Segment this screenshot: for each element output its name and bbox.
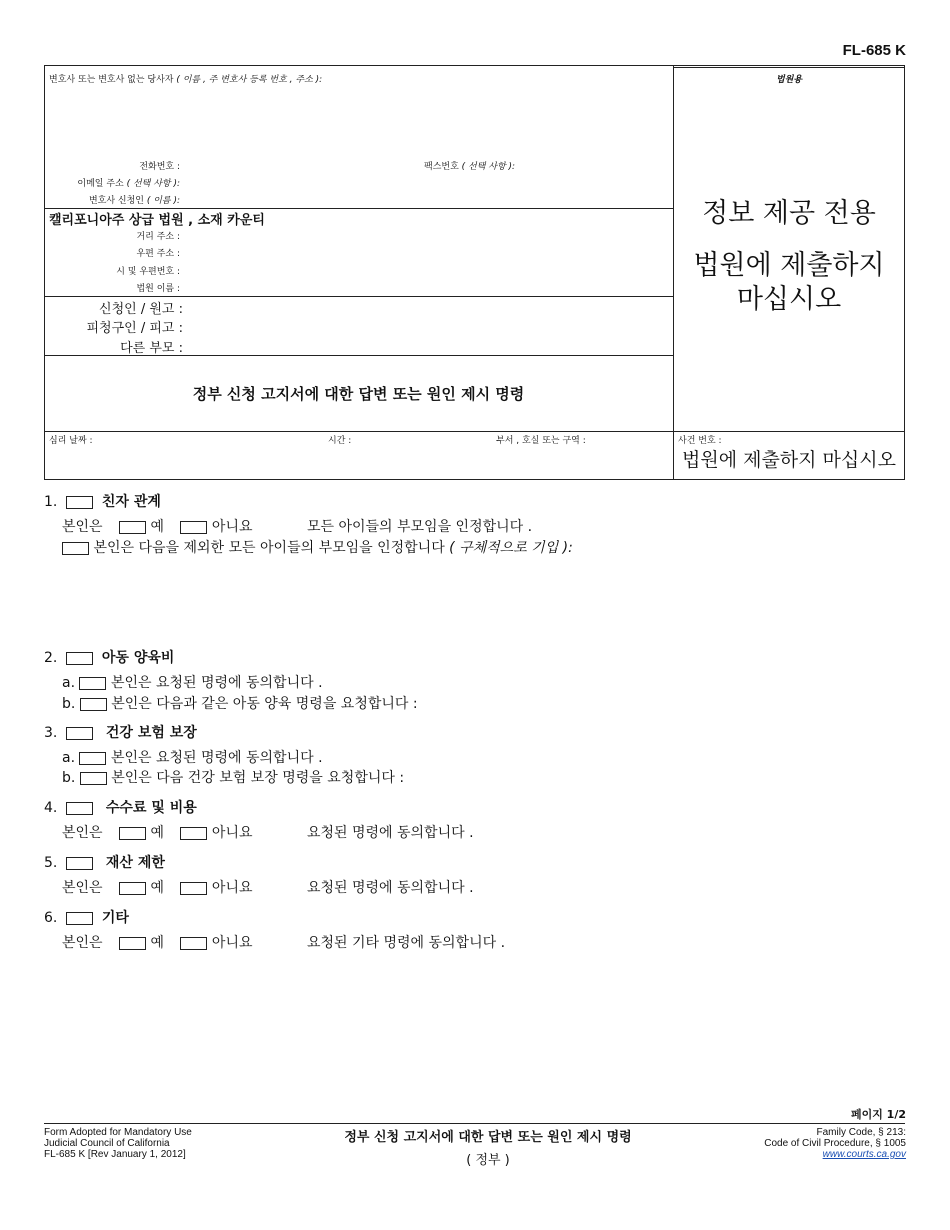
item-text: 본인은 다음 건강 보험 보장 명령을 요청합니다 : [111,770,405,786]
paternity-checkbox[interactable] [66,496,93,509]
item-letter: a. [62,675,76,691]
property-no-checkbox[interactable] [180,882,207,895]
section-title: 재산 제한 [105,855,165,871]
item-letter: b. [62,770,76,786]
section-other [44,907,129,927]
section-number: 4. [44,800,58,816]
footer-right-line1: Family Code, § 213: [816,1127,906,1138]
health-insurance-b [62,767,404,787]
no-label: 아니요 [211,880,253,896]
child-support-checkbox[interactable] [66,652,93,665]
item-text: 본인은 다음과 같은 아동 양육 명령을 요청합니다 : [111,696,418,712]
paternity-line2-text: 본인은 다음을 제외한 모든 아이들의 부모임을 인정합니다 [93,540,445,556]
court-title: 캘리포니아주 상급 법원 , 소재 카운티 [49,213,265,228]
case-number-label: 사건 번호 : [678,436,722,446]
dept-label: 부서 , 호실 또는 구역 : [496,436,586,446]
section-title: 아동 양육비 [101,650,175,666]
email-label-text: 이메일 주소 [77,179,124,189]
child-support-b [62,693,418,713]
branch-label: 법원 이름 : [136,284,180,294]
section-number: 6. [44,910,58,926]
no-label: 아니요 [211,519,253,535]
paternity-line1 [62,516,532,536]
form-title: 정부 신청 고지서에 대한 답변 또는 원인 제시 명령 [192,385,525,403]
health-insurance-a [62,747,323,767]
child-support-b-checkbox[interactable] [80,698,107,711]
health-insurance-a-checkbox[interactable] [79,752,106,765]
paternity-line2 [62,537,573,557]
paternity-line2-italic: ( 구체적으로 기입 ): [444,540,573,556]
section-fees-costs [44,797,197,817]
party-label [49,72,322,85]
property-yes-checkbox[interactable] [119,882,146,895]
paternity-no-checkbox[interactable] [180,521,207,534]
info-only-line3: 마십시오 [736,284,842,315]
section-title: 기타 [101,910,129,926]
footer-center [300,1126,676,1168]
footer-left-line2: Judicial Council of California [44,1138,170,1149]
section-title: 친자 관계 [101,494,161,510]
item-text: 본인은 요청된 명령에 동의합니다 . [110,675,323,691]
phone-label: 전화번호 : [139,162,180,172]
footer-left-line3: FL-685 K [Rev January 1, 2012] [44,1149,186,1160]
time-label: 시간 : [328,436,352,446]
section-number: 1. [44,494,58,510]
health-insurance-b-checkbox[interactable] [80,772,107,785]
info-only-line1: 정보 제공 전용 [702,198,876,229]
section-child-support [44,647,174,667]
item-text: 본인은 요청된 명령에 동의합니다 . [110,750,323,766]
fax-label-text: 팩스번호 [424,162,459,172]
section-number: 3. [44,725,58,741]
other-parent-label: 다른 부모 : [120,341,183,356]
property-restraint-checkbox[interactable] [66,857,93,870]
party-label-italic: ( 이름 , 주 변호사 등록 번호 , 주소 ): [173,75,323,85]
footer-rule [44,1123,905,1124]
health-insurance-checkbox[interactable] [66,727,93,740]
page-number: 페이지 1/2 [850,1108,906,1121]
footer-form-title: 정부 신청 고지서에 대한 답변 또는 원인 제시 명령 [344,1130,632,1145]
no-label: 아니요 [211,935,253,951]
section-number: 5. [44,855,58,871]
email-label-italic: ( 선택 사항 ): [123,179,180,189]
child-support-a [62,672,323,692]
fees-yes-checkbox[interactable] [119,827,146,840]
divider-parties [44,296,673,297]
email-label [44,176,180,189]
fax-label [424,159,515,172]
paternity-except-checkbox[interactable] [62,542,89,555]
section-property-restraint [44,852,165,872]
case-number-value: 법원에 제출하지 마십시오 [682,449,896,471]
footer-left-line1: Form Adopted for Mandatory Use [44,1127,192,1138]
court-use-label: 법원용 [775,75,803,85]
other-no-checkbox[interactable] [180,937,207,950]
paternity-yes-checkbox[interactable] [119,521,146,534]
courts-website-link[interactable]: www.courts.ca.gov [822,1149,906,1160]
paternity-line1-text: 모든 아이들의 부모임을 인정합니다 . [306,519,533,535]
other-line [62,932,505,952]
item-letter: a. [62,750,76,766]
no-label: 아니요 [211,825,253,841]
footer-left [44,1127,192,1160]
divider-hearing [44,431,905,432]
agree-prefix: 본인은 [62,519,103,535]
other-checkbox[interactable] [66,912,93,925]
attorney-label-text: 변호사 신청인 [88,196,144,206]
footer-form-subtitle: ( 정부 ) [466,1153,510,1168]
agree-prefix: 본인은 [62,880,103,896]
fees-costs-checkbox[interactable] [66,802,93,815]
section-title: 수수료 및 비용 [105,800,197,816]
fees-costs-line [62,822,474,842]
section-health-insurance [44,722,197,742]
city-label: 시 및 우편번호 : [116,267,180,277]
agree-prefix: 본인은 [62,935,103,951]
form-number: FL-685 K [842,42,906,59]
mailing-label: 우편 주소 : [136,249,180,259]
footer-right [764,1127,906,1160]
fax-label-italic: ( 선택 사항 ): [458,162,516,172]
child-support-a-checkbox[interactable] [79,677,106,690]
section-title: 건강 보험 보장 [105,725,197,741]
respondent-label: 피청구인 / 피고 : [86,321,183,336]
info-only-line2: 법원에 제출하지 [693,250,885,281]
party-label-text: 변호사 또는 변호사 없는 당사자 [49,75,174,85]
other-yes-checkbox[interactable] [119,937,146,950]
attorney-label-italic: ( 이름 ): [143,196,180,206]
footer-right-line2: Code of Civil Procedure, § 1005 [764,1138,906,1149]
petitioner-label: 신청인 / 원고 : [99,302,183,317]
section-paternity [44,491,161,511]
hearing-date-label: 심리 날짜 : [49,436,93,446]
fees-text: 요청된 명령에 동의합니다 . [306,825,474,841]
item-letter: b. [62,696,76,712]
divider-title [44,355,673,356]
property-restraint-line [62,877,474,897]
yes-label: 예 [150,935,165,951]
street-label: 거리 주소 : [136,232,180,242]
attorney-label [44,193,180,206]
agree-prefix: 본인은 [62,825,103,841]
fees-no-checkbox[interactable] [180,827,207,840]
yes-label: 예 [150,880,165,896]
yes-label: 예 [150,519,165,535]
yes-label: 예 [150,825,165,841]
other-text: 요청된 기타 명령에 동의합니다 . [306,935,506,951]
section-number: 2. [44,650,58,666]
property-text: 요청된 명령에 동의합니다 . [306,880,474,896]
